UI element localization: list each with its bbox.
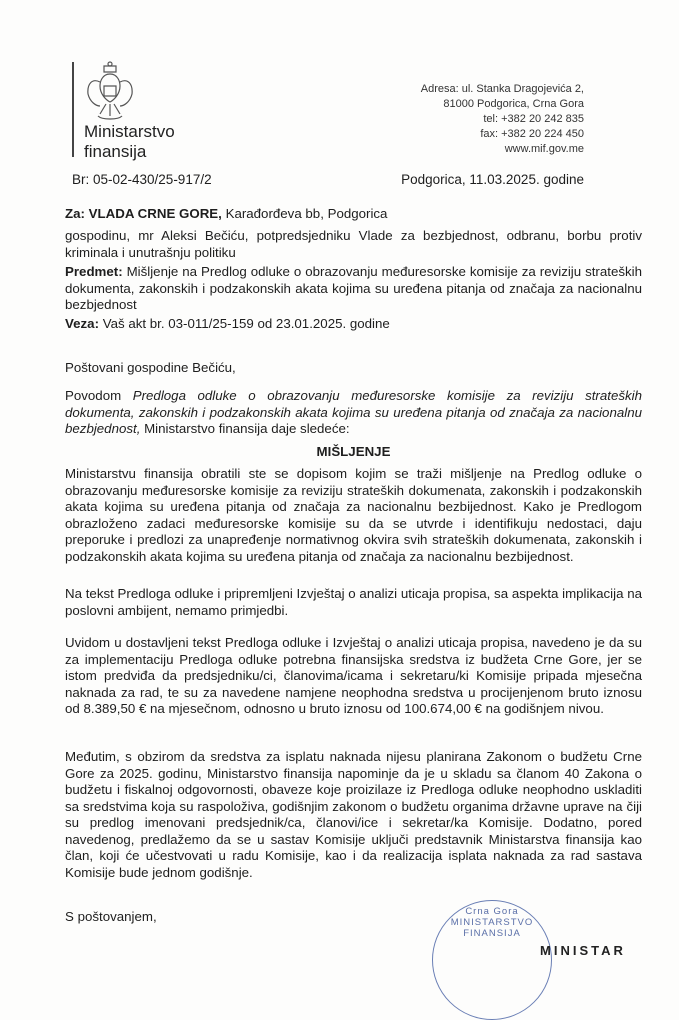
subject-label: Predmet: — [65, 264, 123, 279]
address-line: 81000 Podgorica, Crna Gora — [443, 98, 584, 110]
body-paragraph: Na tekst Predloga odluke i pripremljeni Izvještaj o analizi uticaja propisa, sa aspekta implikacija na poslovni ambijent, nemamo primjedbi. — [65, 586, 642, 618]
document-date: Podgorica, 11.03.2025. godine — [401, 172, 584, 187]
ministry-name-line: Ministarstvo — [84, 122, 175, 141]
stamp-text: Crna Gora MINISTARSTVO FINANSIJA — [450, 906, 534, 939]
body-paragraph: Ministarstvu finansija obratili ste se dopisom kojim se traži mišljenje na Predlog odluke o obrazovanju međuresorske komisije za reviziju strateških dokumenata, zakonskih i podzakonskih akata kojima su uređena pitanja od značaja za nacionalnu bezbijednost. Kako je Predlogom obrazloženo zadaci međuresorske komisije su da se utvrde i identifikuju nedostaci, daju preporuke i predlozi za unapređenje normativnog okvira svih strateških dokumenata, zakonskih i podzakonskih akata kojima su uređena pitanja od značaja za nacionalnu bezbijednost. — [65, 466, 642, 564]
salutation: Poštovani gospodine Bečiću, — [65, 360, 236, 375]
coat-of-arms-logo — [84, 60, 136, 130]
section-heading: MIŠLJENJE — [316, 444, 391, 459]
reference-link — [65, 316, 642, 333]
link-label: Veza: — [65, 316, 100, 331]
ministry-name-line: finansija — [84, 142, 147, 161]
signature-title: MINISTAR — [540, 943, 626, 958]
closing: S poštovanjem, — [65, 909, 157, 924]
recipient — [65, 206, 642, 223]
recipient-address: Karađorđeva bb, Podgorica — [221, 206, 388, 221]
letterhead-rule — [72, 62, 74, 157]
fax: fax: +382 20 224 450 — [480, 128, 584, 140]
link-text: Vaš akt br. 03-011/25-159 od 23.01.2025. godine — [99, 316, 390, 331]
intro-suffix: Ministarstvo finansija daje sledeće: — [140, 421, 350, 436]
ministry-address — [421, 82, 584, 157]
intro-prefix: Povodom — [65, 388, 133, 403]
recipient-person: gospodinu, mr Aleksi Bečiću, potpredsjedniku Vlade za bezbjednost, odbranu, borbu protiv kriminala i unutrašnju politiku — [65, 228, 642, 260]
intro-paragraph — [65, 388, 642, 438]
website: www.mif.gov.me — [504, 143, 584, 155]
reference-number: Br: 05-02-430/25-917/2 — [72, 172, 212, 187]
body-paragraph: Međutim, s obzirom da sredstva za isplatu naknada nijesu planirana Zakonom o budžetu Crne Gore za 2025. godinu, Ministarstvo finansija napominje da je u skladu sa članom 40 Zakona o budžetu i fiskalnoj odgovornosti, obaveze koje proizilaze iz Predloga odluke neophodno uskladiti sa sredstvima koja su raspoloživa, godišnjim zakonom o budžetu organima državne uprave na čiji su predlog imenovani predsjednik/ca, članovi/ice i sekretar/ka Komisije. Dodatno, pored navedenog, predlažemo da se u sastav Komisije uključi predstavnik Ministarstva finansija kao član, koji će učestvovati u radu Komisije, kao i da realizacija isplata naknada za rad sastava Komisije bude jednom godišnje. — [65, 749, 642, 880]
recipient-label: Za: VLADA CRNE GORE, — [65, 206, 222, 221]
phone: tel: +382 20 242 835 — [483, 113, 584, 125]
subject-text: Mišljenje na Predlog odluke o obrazovanju međuresorske komisije za reviziju strateških dokumenta, zakonskih i podzakonskih akata kojima su uređena pitanja od značaja za nacionalnu bezbjednost — [65, 264, 642, 312]
ministry-name — [84, 122, 175, 162]
subject — [65, 264, 642, 314]
body-paragraph: Uvidom u dostavljeni tekst Predloga odluke i Izvještaj o analizi uticaja propisa, navedeno je da su za implementaciju Predloga odluke potrebna finansijska sredstva iz budžeta Crne Gore, jer se istom predviđa da predsjedniku/ci, članovima/icama i sekretaru/ki Komisije pripada mjesečna naknada za rad, te su za navedene namjene neophodna sredstva u procijenjenom bruto iznosu od 8.389,50 € na mjesečnom, odnosno u bruto iznosu od 100.674,00 € na godišnjem nivou. — [65, 635, 642, 716]
address-line: Adresa: ul. Stanka Dragojevića 2, — [420, 83, 584, 95]
intro-italic: Predloga odluke o obrazovanju međuresorske komisije za reviziju strateških dokumenta, zakonskih i podzakonskih akata kojima su uređena pitanja od značaja za nacionalnu bezbjednost, — [65, 388, 642, 436]
